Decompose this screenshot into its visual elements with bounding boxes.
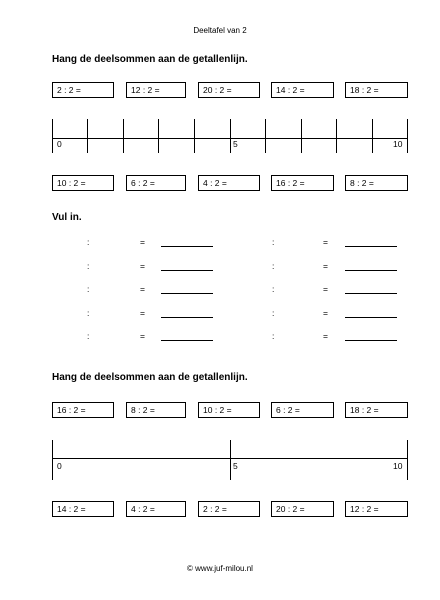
division-box: 16 : 2 = bbox=[271, 175, 334, 191]
division-box: 10 : 2 = bbox=[52, 175, 114, 191]
number-line-label-start: 0 bbox=[57, 139, 62, 149]
division-box: 14 : 2 = bbox=[52, 501, 114, 517]
fill-in-equals: = bbox=[140, 307, 145, 318]
answer-blank[interactable] bbox=[161, 270, 213, 271]
number-line-tick bbox=[265, 119, 266, 153]
fill-in-colon: : bbox=[272, 284, 275, 294]
fill-in-colon: : bbox=[272, 237, 275, 247]
fill-in-equals: = bbox=[323, 331, 328, 341]
number-line-label-start: 0 bbox=[57, 461, 62, 471]
answer-blank[interactable] bbox=[161, 246, 213, 247]
number-line-tick bbox=[52, 119, 53, 153]
fill-in-heading: Vul in. bbox=[52, 212, 82, 223]
page-title: Deeltafel van 2 bbox=[193, 26, 247, 35]
fill-in-colon: : bbox=[87, 260, 90, 271]
fill-in-colon: : bbox=[87, 237, 90, 247]
fill-in-colon: : bbox=[87, 284, 90, 294]
fill-in-equals: = bbox=[140, 284, 145, 294]
fill-in-equals: = bbox=[323, 284, 328, 294]
fill-in-equals: = bbox=[140, 331, 145, 341]
number-line-tick bbox=[407, 119, 408, 153]
division-box: 20 : 2 = bbox=[271, 501, 334, 517]
division-box: 12 : 2 = bbox=[126, 82, 186, 98]
number-line-tick bbox=[407, 440, 408, 480]
section1-heading: Hang de deelsommen aan de getallenlijn. bbox=[52, 54, 248, 65]
division-box: 4 : 2 = bbox=[126, 501, 186, 517]
fill-in-equals: = bbox=[323, 237, 328, 247]
fill-in-colon: : bbox=[272, 260, 275, 271]
footer-copyright: © www.juf-milou.nl bbox=[187, 564, 253, 573]
fill-in-equals: = bbox=[323, 307, 328, 318]
number-line-tick bbox=[123, 119, 124, 153]
division-box: 4 : 2 = bbox=[198, 175, 260, 191]
division-box: 20 : 2 = bbox=[198, 82, 260, 98]
division-box: 18 : 2 = bbox=[345, 402, 408, 418]
number-line-tick bbox=[230, 119, 231, 153]
number-line-tick bbox=[336, 119, 337, 153]
number-line-tick bbox=[158, 119, 159, 153]
division-box: 16 : 2 = bbox=[52, 402, 114, 418]
division-box: 6 : 2 = bbox=[271, 402, 334, 418]
answer-blank[interactable] bbox=[345, 246, 397, 247]
fill-in-colon: : bbox=[87, 307, 90, 318]
fill-in-equals: = bbox=[323, 260, 328, 271]
division-box: 8 : 2 = bbox=[345, 175, 408, 191]
number-line-label-middle: 5 bbox=[233, 461, 238, 471]
answer-blank[interactable] bbox=[161, 340, 213, 341]
fill-in-equals: = bbox=[140, 260, 145, 271]
fill-in-colon: : bbox=[272, 331, 275, 341]
number-line-tick bbox=[87, 119, 88, 153]
division-box: 8 : 2 = bbox=[126, 402, 186, 418]
fill-in-colon: : bbox=[87, 331, 90, 341]
number-line-label-middle: 5 bbox=[233, 139, 238, 149]
number-line-tick bbox=[372, 119, 373, 153]
division-box: 18 : 2 = bbox=[345, 82, 408, 98]
answer-blank[interactable] bbox=[345, 340, 397, 341]
number-line-label-end: 10 bbox=[393, 139, 403, 149]
number-line-tick bbox=[301, 119, 302, 153]
division-box: 12 : 2 = bbox=[345, 501, 408, 517]
answer-blank[interactable] bbox=[161, 317, 213, 318]
division-box: 2 : 2 = bbox=[52, 82, 114, 98]
number-line-tick bbox=[52, 440, 53, 480]
number-line-tick bbox=[230, 440, 231, 480]
division-box: 14 : 2 = bbox=[271, 82, 334, 98]
division-box: 2 : 2 = bbox=[198, 501, 260, 517]
fill-in-colon: : bbox=[272, 307, 275, 318]
division-box: 6 : 2 = bbox=[126, 175, 186, 191]
section2-heading: Hang de deelsommen aan de getallenlijn. bbox=[52, 372, 248, 383]
fill-in-equals: = bbox=[140, 237, 145, 247]
answer-blank[interactable] bbox=[161, 293, 213, 294]
answer-blank[interactable] bbox=[345, 270, 397, 271]
number-line-tick bbox=[194, 119, 195, 153]
answer-blank[interactable] bbox=[345, 317, 397, 318]
division-box: 10 : 2 = bbox=[198, 402, 260, 418]
number-line-label-end: 10 bbox=[393, 461, 403, 471]
answer-blank[interactable] bbox=[345, 293, 397, 294]
